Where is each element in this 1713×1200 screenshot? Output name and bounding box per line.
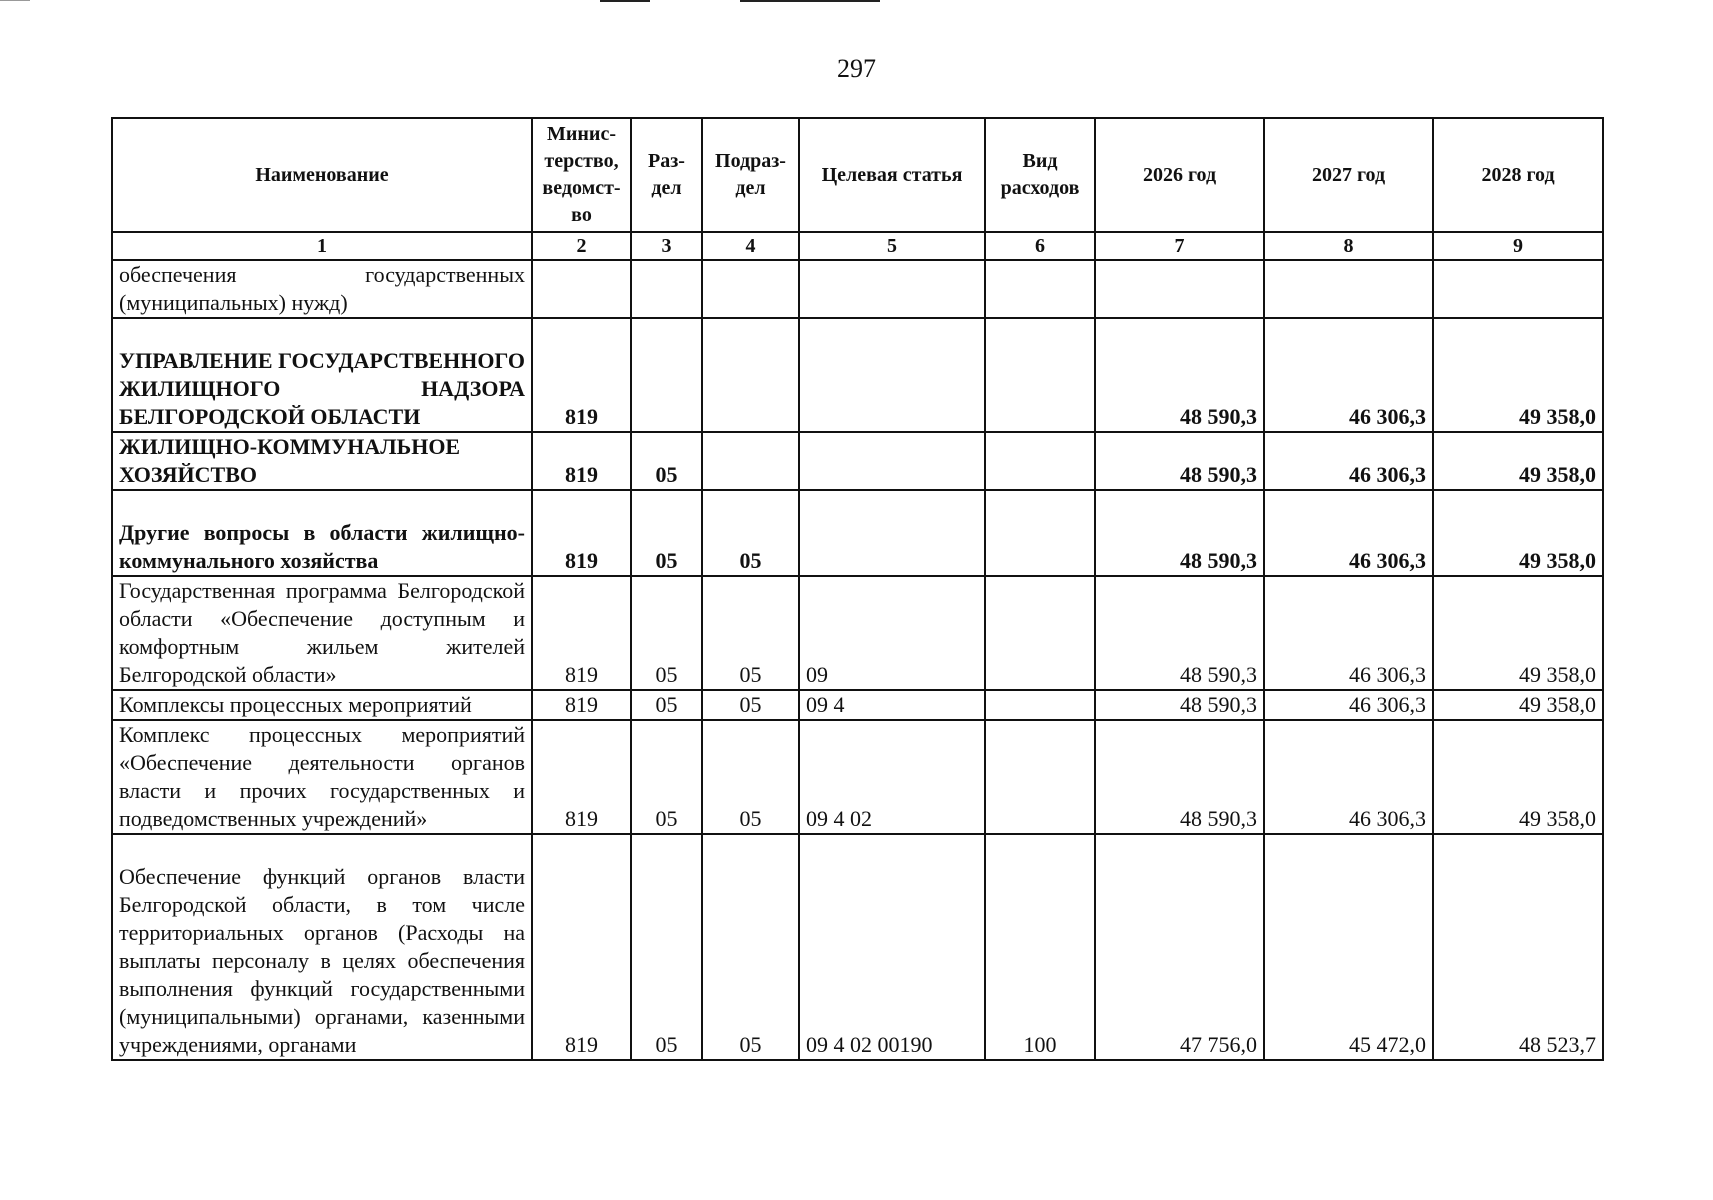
table-row (112, 690, 1603, 720)
row-2027: 45 472,0 (1264, 834, 1433, 1060)
row-subsection: 05 (702, 490, 799, 576)
row-name: обеспечения государственных (муниципальных) нужд) (112, 260, 532, 318)
row-section (631, 260, 702, 318)
row-section: 05 (631, 490, 702, 576)
row-type (985, 432, 1095, 490)
row-2026: 48 590,3 (1095, 690, 1264, 720)
header-expense-type: Вид расходов (985, 118, 1095, 232)
row-type (985, 490, 1095, 576)
row-name: Другие вопросы в области жилищно-коммунального хозяйства (112, 490, 532, 576)
row-name: УПРАВЛЕНИЕ ГОСУДАРСТВЕННОГО ЖИЛИЩНОГО НАДЗОРА БЕЛГОРОДСКОЙ ОБЛАСТИ (112, 318, 532, 432)
row-2026 (1095, 260, 1264, 318)
row-target: 09 4 (799, 690, 985, 720)
row-subsection (702, 432, 799, 490)
row-name: Обеспечение функций органов власти Белгородской области, в том числе территориальных органов (Расходы на выплаты персоналу в целях обеспечения выполнения функций государственными (муниципальными) органами, казенными учреждениями, органами (112, 834, 532, 1060)
row-name: Государственная программа Белгородской области «Обеспечение доступным и комфортным жильем жителей Белгородской области» (112, 576, 532, 690)
row-section: 05 (631, 690, 702, 720)
row-subsection (702, 260, 799, 318)
row-2027: 46 306,3 (1264, 432, 1433, 490)
row-target: 09 (799, 576, 985, 690)
column-number: 6 (985, 232, 1095, 260)
scan-mark-center-a (600, 0, 650, 2)
row-subsection: 05 (702, 576, 799, 690)
row-section: 05 (631, 432, 702, 490)
row-ministry: 819 (532, 834, 631, 1060)
row-2028: 49 358,0 (1433, 432, 1603, 490)
table-row (112, 432, 1603, 490)
row-section: 05 (631, 720, 702, 834)
row-type: 100 (985, 834, 1095, 1060)
row-ministry: 819 (532, 690, 631, 720)
row-2026: 48 590,3 (1095, 720, 1264, 834)
row-subsection: 05 (702, 834, 799, 1060)
column-number: 8 (1264, 232, 1433, 260)
row-subsection: 05 (702, 720, 799, 834)
row-target: 09 4 02 (799, 720, 985, 834)
row-target: 09 4 02 00190 (799, 834, 985, 1060)
row-2028: 48 523,7 (1433, 834, 1603, 1060)
column-number: 5 (799, 232, 985, 260)
row-target (799, 432, 985, 490)
row-2026: 48 590,3 (1095, 432, 1264, 490)
row-section: 05 (631, 834, 702, 1060)
row-target (799, 318, 985, 432)
row-type (985, 720, 1095, 834)
row-2027: 46 306,3 (1264, 490, 1433, 576)
column-number: 4 (702, 232, 799, 260)
row-2026: 47 756,0 (1095, 834, 1264, 1060)
row-ministry: 819 (532, 318, 631, 432)
header-2026: 2026 год (1095, 118, 1264, 232)
row-name: ЖИЛИЩНО-КОММУНАЛЬНОЕ ХОЗЯЙСТВО (112, 432, 532, 490)
row-2027: 46 306,3 (1264, 690, 1433, 720)
row-ministry (532, 260, 631, 318)
column-number: 9 (1433, 232, 1603, 260)
scan-mark-center-b (740, 0, 880, 2)
row-section (631, 318, 702, 432)
header-2027: 2027 год (1264, 118, 1433, 232)
row-target (799, 260, 985, 318)
row-2028: 49 358,0 (1433, 490, 1603, 576)
row-section: 05 (631, 576, 702, 690)
row-ministry: 819 (532, 576, 631, 690)
row-subsection: 05 (702, 690, 799, 720)
row-subsection (702, 318, 799, 432)
row-2027: 46 306,3 (1264, 720, 1433, 834)
header-subsection: Подраз-дел (702, 118, 799, 232)
row-type (985, 260, 1095, 318)
row-2028: 49 358,0 (1433, 690, 1603, 720)
row-type (985, 576, 1095, 690)
row-2028: 49 358,0 (1433, 318, 1603, 432)
header-2028: 2028 год (1433, 118, 1603, 232)
row-2027: 46 306,3 (1264, 318, 1433, 432)
table-row (112, 260, 1603, 318)
budget-table (111, 117, 1604, 1061)
header-name: Наименование (112, 118, 532, 232)
table-row (112, 576, 1603, 690)
row-2026: 48 590,3 (1095, 576, 1264, 690)
column-number: 1 (112, 232, 532, 260)
row-name: Комплекс процессных мероприятий «Обеспечение деятельности органов власти и прочих государственных и подведомственных учреждений» (112, 720, 532, 834)
row-2027: 46 306,3 (1264, 576, 1433, 690)
table-row (112, 490, 1603, 576)
row-2026: 48 590,3 (1095, 490, 1264, 576)
column-number-row (112, 232, 1603, 260)
row-2028: 49 358,0 (1433, 576, 1603, 690)
header-section: Раз-дел (631, 118, 702, 232)
header-ministry: Минис-терство, ведомст-во (532, 118, 631, 232)
row-ministry: 819 (532, 720, 631, 834)
row-2027 (1264, 260, 1433, 318)
row-ministry: 819 (532, 490, 631, 576)
table-row (112, 720, 1603, 834)
row-ministry: 819 (532, 432, 631, 490)
row-2028 (1433, 260, 1603, 318)
header-target: Целевая статья (799, 118, 985, 232)
row-2026: 48 590,3 (1095, 318, 1264, 432)
row-2028: 49 358,0 (1433, 720, 1603, 834)
table-row (112, 318, 1603, 432)
header-row (112, 118, 1603, 232)
column-number: 3 (631, 232, 702, 260)
table-row (112, 834, 1603, 1060)
column-number: 7 (1095, 232, 1264, 260)
row-target (799, 490, 985, 576)
scan-mark-left (0, 0, 30, 1)
row-name: Комплексы процессных мероприятий (112, 690, 532, 720)
row-type (985, 690, 1095, 720)
column-number: 2 (532, 232, 631, 260)
page-number: 297 (837, 54, 876, 83)
row-type (985, 318, 1095, 432)
